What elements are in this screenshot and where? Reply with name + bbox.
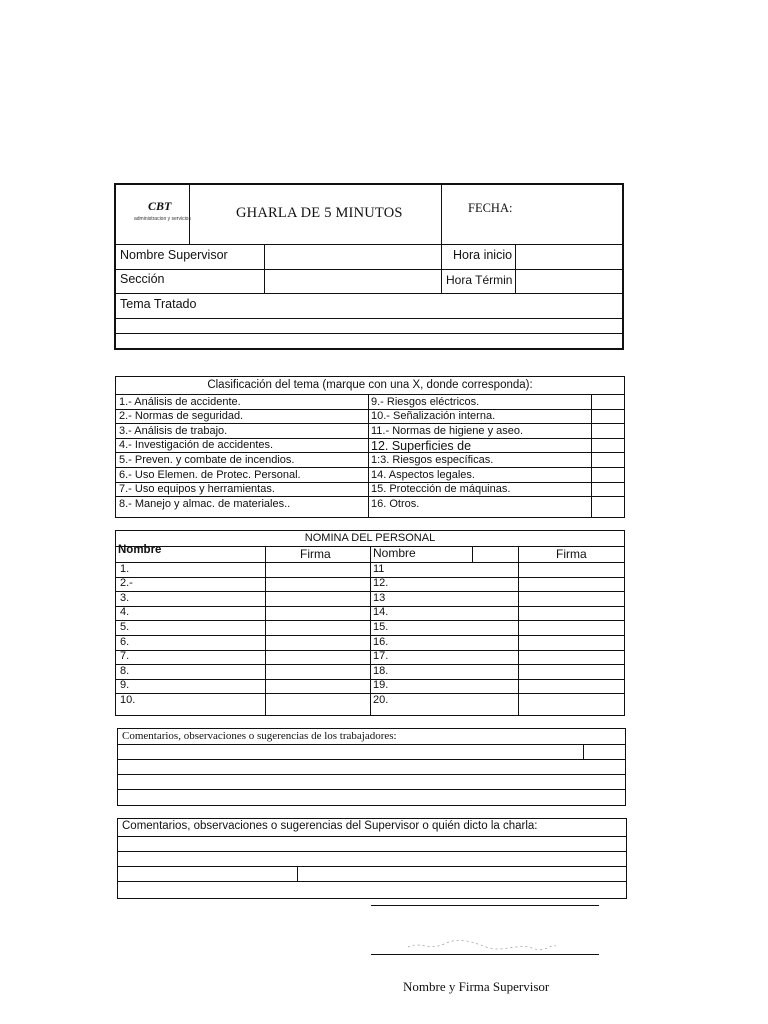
classification-checkbox[interactable] <box>593 395 623 408</box>
classification-item: 3.- Análisis de trabajo. <box>119 424 228 437</box>
nomina-firma-field[interactable] <box>267 651 369 664</box>
nomina-row-number: 4. <box>120 606 130 619</box>
header-divider <box>116 293 622 294</box>
nomina-firma-field[interactable] <box>520 592 623 605</box>
nomina-col-divider <box>265 546 266 715</box>
classification-item: 10.- Señalización interna. <box>371 410 496 423</box>
seccion-label: Sección <box>120 272 165 286</box>
comment-cell-divider <box>583 744 584 759</box>
signature-label: Nombre y Firma Supervisor <box>403 979 550 994</box>
classification-item: 9.- Riesgos eléctricos. <box>371 395 480 408</box>
classification-item: 8.- Manejo y almac. de materiales.. <box>119 497 291 510</box>
nomina-firma-field[interactable] <box>267 665 369 678</box>
fecha-cell-divider <box>441 185 442 293</box>
nomina-row-number: 2.- <box>120 577 133 590</box>
signature-scribble <box>400 935 560 955</box>
supervisor-comments-field[interactable] <box>119 837 624 896</box>
classification-title: Clasificación del tema (marque con una X, donde corresponda): <box>207 379 533 391</box>
col-firma-header-2: Firma <box>556 547 587 561</box>
signature-line <box>371 954 599 955</box>
logo-cell-divider <box>189 185 190 244</box>
nomina-nombre-field[interactable] <box>136 607 264 620</box>
classification-checkbox[interactable] <box>593 483 623 496</box>
nomina-firma-field[interactable] <box>267 694 369 707</box>
classification-item: 12. Superficies de <box>371 439 472 454</box>
nomina-nombre-field[interactable] <box>391 694 517 707</box>
classification-item: 5.- Preven. y combate de incendios. <box>119 453 295 466</box>
nomina-nombre-field[interactable] <box>136 592 264 605</box>
nomina-firma-field[interactable] <box>267 592 369 605</box>
tema-tratado-label: Tema Tratado <box>120 297 197 311</box>
hora-termino-field[interactable] <box>517 270 621 292</box>
classification-item: 4.- Investigación de accidentes. <box>119 439 274 452</box>
classification-checkbox[interactable] <box>339 395 367 408</box>
classification-table <box>115 376 625 518</box>
classification-checkbox[interactable] <box>593 410 623 423</box>
company-logo-subtext: administracion y servicios <box>134 216 191 222</box>
nomina-nombre-field[interactable] <box>391 680 517 693</box>
nomina-row-number: 12. <box>373 577 389 590</box>
nomina-nombre-field[interactable] <box>136 621 264 634</box>
nomina-nombre-field[interactable] <box>136 636 264 649</box>
nomina-col-divider <box>518 546 519 715</box>
nomina-col-divider <box>370 546 371 715</box>
tema-tratado-field[interactable] <box>118 319 622 332</box>
nomina-firma-field[interactable] <box>267 607 369 620</box>
classification-checkbox[interactable] <box>593 468 623 481</box>
nomina-nombre-field[interactable] <box>136 665 264 678</box>
worker-comments-box <box>117 728 626 806</box>
nombre-supervisor-label: Nombre Supervisor <box>120 248 228 262</box>
nomina-firma-field[interactable] <box>267 680 369 693</box>
signature-line <box>371 905 599 906</box>
nomina-nombre-field[interactable] <box>391 665 517 678</box>
tema-tratado-field[interactable] <box>118 334 622 347</box>
nomina-row-number: 3. <box>120 591 130 604</box>
classification-checkbox[interactable] <box>339 468 367 481</box>
classification-item: 1.- Análisis de accidente. <box>119 395 241 408</box>
col-firma-header: Firma <box>300 547 331 561</box>
nomina-row-number: 11 <box>373 562 385 575</box>
nomina-nombre-field[interactable] <box>391 563 517 576</box>
nombre-supervisor-field[interactable] <box>266 245 440 268</box>
seccion-field[interactable] <box>266 270 440 292</box>
nomina-row-number: 14. <box>373 606 389 619</box>
nomina-firma-field[interactable] <box>520 680 623 693</box>
nomina-nombre-field[interactable] <box>391 607 517 620</box>
hora-termino-label: Hora Términ <box>446 273 513 287</box>
classification-item: 2.- Normas de seguridad. <box>119 410 244 423</box>
classification-checkbox[interactable] <box>339 453 367 466</box>
fecha-field[interactable] <box>516 187 620 241</box>
classification-item: 15. Protección de máquinas. <box>371 483 511 496</box>
classification-item: 7.- Uso equipos y herramientas. <box>119 483 275 496</box>
hora-value-divider <box>515 244 516 293</box>
nomina-firma-field[interactable] <box>267 636 369 649</box>
nomina-personal-table <box>115 530 625 716</box>
hora-inicio-field[interactable] <box>517 245 621 268</box>
nomina-nombre-field[interactable] <box>136 578 264 591</box>
nomina-row-number: 10. <box>120 693 136 706</box>
nomina-col-divider <box>472 546 473 562</box>
header-form-box <box>114 183 624 350</box>
worker-comments-field[interactable] <box>119 745 582 802</box>
nomina-row-number: 19. <box>373 679 389 692</box>
classification-checkbox[interactable] <box>593 424 623 437</box>
supervisor-value-divider <box>264 244 265 293</box>
nomina-title: NOMINA DEL PERSONAL <box>304 532 436 544</box>
nomina-row-number: 18. <box>373 664 389 677</box>
classification-item: 1:3. Riesgos específicas. <box>371 453 494 466</box>
nomina-row-number: 16. <box>373 635 389 648</box>
nomina-nombre-field[interactable] <box>136 651 264 664</box>
nomina-firma-field[interactable] <box>520 578 623 591</box>
form-title: GHARLA DE 5 MINUTOS <box>236 205 403 221</box>
nomina-firma-field[interactable] <box>267 563 369 576</box>
nomina-nombre-field[interactable] <box>391 578 517 591</box>
nomina-firma-field[interactable] <box>267 621 369 634</box>
nomina-firma-field[interactable] <box>520 651 623 664</box>
classification-checkbox[interactable] <box>593 497 623 510</box>
classification-checkbox[interactable] <box>339 424 367 437</box>
classification-check-divider <box>368 394 369 517</box>
classification-checkbox[interactable] <box>339 439 367 452</box>
hora-inicio-label: Hora inicio <box>453 248 513 262</box>
nomina-nombre-field[interactable] <box>136 563 264 576</box>
supervisor-comments-box <box>117 818 627 899</box>
classification-checkbox[interactable] <box>339 410 367 423</box>
classification-item: 16. Otros. <box>371 497 420 510</box>
nomina-row-number: 6. <box>120 635 130 648</box>
nomina-nombre-field[interactable] <box>136 694 264 707</box>
nomina-firma-field[interactable] <box>520 563 623 576</box>
nomina-row-number: 8. <box>120 664 130 677</box>
company-logo: CBT <box>148 199 172 213</box>
nomina-firma-field[interactable] <box>520 621 623 634</box>
col-nombre-header: Nombre <box>118 544 162 556</box>
nomina-row-number: 9. <box>120 679 130 692</box>
worker-comments-label: Comentarios, observaciones o sugerencias de los trabajadores: <box>122 730 397 742</box>
nomina-nombre-field[interactable] <box>136 680 264 693</box>
nomina-row-number: 13 <box>373 591 386 604</box>
fecha-label: FECHA: <box>468 201 513 215</box>
nomina-firma-field[interactable] <box>520 636 623 649</box>
classification-item: 11.- Normas de higiene y aseo. <box>371 424 524 437</box>
col-nombre-header-2: Nombre <box>373 546 416 560</box>
nomina-row-number: 7. <box>120 650 130 663</box>
nomina-row-number: 15. <box>373 620 389 633</box>
nomina-nombre-field[interactable] <box>391 621 517 634</box>
nomina-nombre-field[interactable] <box>391 636 517 649</box>
nomina-firma-field[interactable] <box>520 665 623 678</box>
classification-checkbox[interactable] <box>339 497 367 510</box>
classification-item: 6.- Uso Elemen. de Protec. Personal. <box>119 468 301 481</box>
classification-checkbox[interactable] <box>339 483 367 496</box>
nomina-row-number: 1. <box>120 562 130 575</box>
classification-check-divider <box>591 394 592 517</box>
nomina-firma-field[interactable] <box>520 607 623 620</box>
classification-checkbox[interactable] <box>593 453 623 466</box>
nomina-row-number: 5. <box>120 620 130 633</box>
nomina-firma-field[interactable] <box>267 578 369 591</box>
nomina-nombre-field[interactable] <box>391 651 517 664</box>
classification-item: 14. Aspectos legales. <box>371 468 475 481</box>
nomina-row-number: 20. <box>373 693 389 706</box>
nomina-row-number: 17. <box>373 650 389 663</box>
nomina-nombre-field[interactable] <box>391 592 517 605</box>
supervisor-comments-label: Comentarios, observaciones o sugerencias del Supervisor o quién dicto la charla: <box>122 820 538 832</box>
classification-checkbox[interactable] <box>593 439 623 452</box>
nomina-firma-field[interactable] <box>520 694 623 707</box>
